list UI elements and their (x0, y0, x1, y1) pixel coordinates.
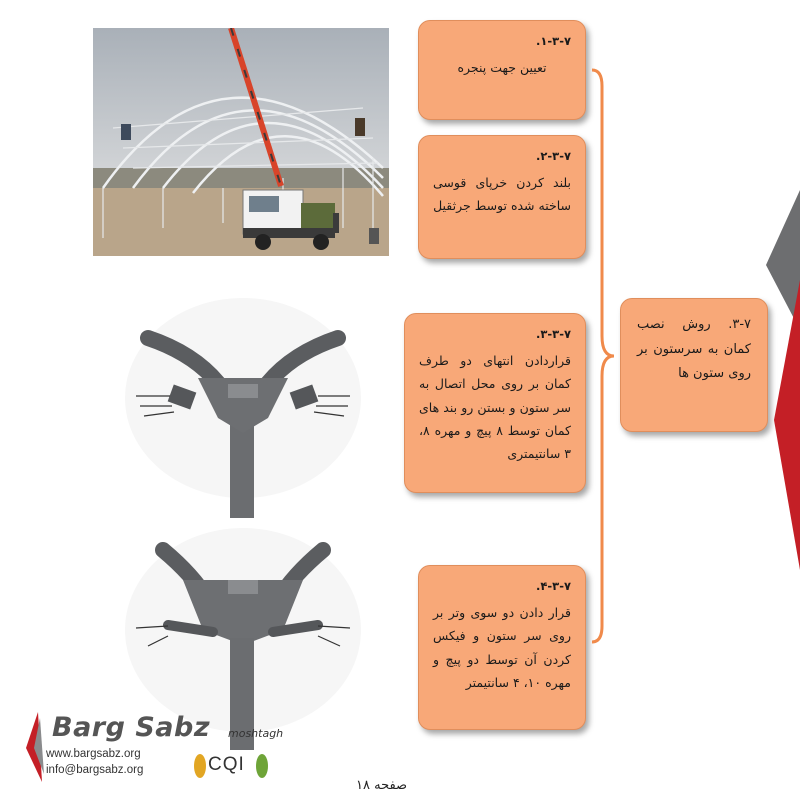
logo-subtitle: moshtagh (228, 727, 284, 740)
section-title: ۳-۷. روش نصب کمان به سرستون بر روی ستون ها (637, 317, 751, 382)
step-text: بلند کردن خرپای قوسی ساخته شده توسط جرثقیل (433, 175, 571, 214)
decorative-edge-shape (766, 170, 800, 590)
connector-exploded-diagram (108, 298, 378, 518)
step-box-2 (418, 135, 586, 259)
logo-title: Barg Sabz (52, 712, 211, 743)
step-number: ۴-۳-۷. (536, 579, 571, 593)
step-number: ۳-۳-۷. (536, 327, 571, 341)
step-text: قراردادن انتهای دو طرف کمان بر روی محل اتصال به سر ستون و بستن رو بند های کمان توسط ۸ پیچ و مهره ۸، ۳ سانتیمتری (419, 353, 571, 461)
page-number: صفحه ۱۸ (356, 778, 408, 793)
step-box-1 (418, 20, 586, 120)
email-link[interactable]: info@bargsabz.org (46, 764, 144, 776)
step-text: قرار دادن دو سوی وتر بر روی سر ستون و فیکس کردن آن توسط دو پیچ و مهره ۱۰، ۴ سانتیمتر (433, 605, 571, 690)
step-number: ۱-۳-۷. (536, 34, 571, 48)
bracket-connector (588, 66, 618, 646)
website-link[interactable]: www.bargsabz.org (46, 748, 141, 760)
section-title-box (620, 298, 768, 432)
step-box-3 (404, 313, 586, 493)
cqi-logo-text: CQI (208, 754, 245, 775)
step-box-4 (418, 565, 586, 730)
step-number: ۲-۳-۷. (536, 149, 571, 163)
greenhouse-crane-photo (93, 28, 389, 256)
step-text: تعیین جهت پنجره (457, 60, 547, 76)
